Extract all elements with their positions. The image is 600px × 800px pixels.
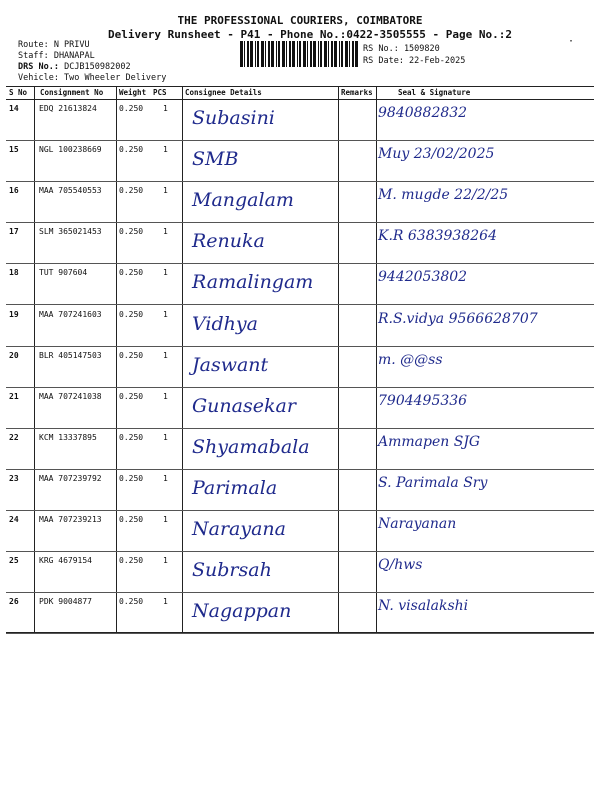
col-weight: Weight: [119, 88, 147, 97]
signature: N. visalakshi: [378, 598, 469, 615]
row-pcs: 1: [163, 473, 168, 483]
consignee-name: Shyamabala: [192, 435, 310, 458]
row-sno: 24: [9, 515, 19, 524]
table-row: [6, 305, 594, 347]
row-sno: 25: [9, 556, 19, 566]
row-consignment: BLR 405147503: [39, 350, 102, 360]
drs-number: [18, 62, 131, 72]
table-row: [6, 181, 594, 223]
col-sno: S No: [9, 88, 28, 97]
consignee-name: Ramalingam: [192, 271, 314, 294]
barcode-bar: [341, 41, 343, 67]
route-text: Route: N PRIVU: [18, 40, 90, 50]
row-pcs: 1: [163, 309, 168, 319]
table-row: [6, 222, 594, 264]
row-pcs: 1: [163, 268, 168, 278]
row-weight: 0.250: [119, 597, 144, 607]
barcode-bar: [247, 41, 249, 67]
signature: Muy 23/02/2025: [378, 146, 495, 163]
consignee-name: Gunasekar: [192, 394, 296, 417]
row-consignment: TUT 907604: [39, 268, 88, 278]
row-consignment: KCM 13337895: [39, 432, 97, 442]
barcode-bar: [313, 41, 316, 67]
signature: 7904495336: [378, 392, 468, 409]
row-sno: 23: [9, 473, 19, 483]
consignee-name: Narayana: [192, 518, 286, 540]
barcode-bar: [250, 41, 253, 67]
col-pcs: PCS: [153, 88, 167, 97]
signature: Ammapen SJG: [378, 433, 481, 450]
signature: M. mugde 22/2/25: [378, 187, 509, 204]
barcode-bar: [345, 41, 348, 67]
barcode-bar: [324, 41, 327, 67]
barcode-bar: [276, 41, 277, 67]
row-pcs: 1: [163, 145, 168, 155]
row-weight: 0.250: [119, 391, 144, 401]
barcode-bar: [320, 41, 322, 67]
signature: K.R 6383938264: [378, 228, 497, 245]
row-weight: 0.250: [119, 473, 144, 483]
row-weight: 0.250: [119, 227, 144, 237]
row-sno: 26: [9, 597, 19, 607]
table-row: [6, 346, 594, 388]
col-consignee: Consignee Details: [185, 88, 262, 97]
table-row: [6, 263, 594, 305]
signature: R.S.vidya 9566628707: [378, 310, 538, 327]
consignee-name: Renuka: [192, 230, 265, 253]
signature: m. @@ss: [378, 351, 443, 368]
row-weight: 0.250: [119, 515, 144, 524]
consignee-name: Vidhya: [192, 312, 258, 335]
consignee-name: Subrsah: [192, 559, 272, 582]
row-pcs: 1: [163, 432, 168, 442]
row-consignment: PDK 9004877: [39, 597, 92, 607]
vehicle-text: Vehicle: Two Wheeler Delivery: [18, 73, 167, 83]
barcode-bar: [286, 41, 287, 67]
row-pcs: 1: [163, 186, 168, 196]
table-row: [6, 592, 594, 634]
barcode-bar: [299, 41, 301, 67]
signature: S. Parimala Sry: [378, 474, 488, 491]
row-weight: 0.250: [119, 186, 144, 196]
row-sno: 15: [9, 145, 19, 155]
row-consignment: MAA 707241038: [39, 391, 102, 401]
row-weight: 0.250: [119, 145, 144, 155]
signature: Narayanan: [378, 516, 457, 532]
barcode-bar: [352, 41, 354, 67]
row-sno: 16: [9, 186, 19, 196]
row-pcs: 1: [163, 227, 168, 237]
col-seal: Seal & Signature: [398, 88, 471, 97]
table-row: [6, 510, 594, 552]
row-pcs: 1: [163, 597, 168, 607]
table-row: [6, 469, 594, 511]
row-sno: 21: [9, 391, 19, 401]
row-consignment: MAA 707239213: [39, 515, 102, 524]
document-subtitle: Delivery Runsheet - P41 - Phone No.:0422-3505555 - Page No.:2: [108, 28, 512, 41]
row-weight: 0.250: [119, 309, 144, 319]
signature: 9442053802: [378, 269, 468, 286]
row-sno: 18: [9, 268, 19, 278]
consignee-name: Parimala: [192, 476, 278, 499]
barcode-bar: [318, 41, 319, 67]
row-weight: 0.250: [119, 350, 144, 360]
barcode-bar: [240, 41, 243, 67]
table-row: [6, 551, 594, 593]
consignee-name: SMB: [192, 148, 239, 171]
row-weight: 0.250: [119, 556, 144, 566]
barcode-bar: [297, 41, 298, 67]
table-row: [6, 99, 594, 141]
runsheet-table: [6, 86, 594, 633]
barcode-bar: [244, 41, 245, 67]
barcode-bar: [307, 41, 308, 67]
row-consignment: MAA 705540553: [39, 186, 102, 196]
consignee-name: Subasini: [192, 107, 275, 129]
barcode: [240, 41, 358, 67]
row-weight: 0.250: [119, 268, 144, 278]
rs-date: RS Date: 22-Feb-2025: [363, 56, 466, 66]
consignee-name: Mangalam: [192, 189, 294, 212]
row-sno: 19: [9, 309, 19, 319]
rs-number: RS No.: 1509820: [363, 44, 440, 54]
barcode-bar: [257, 41, 259, 67]
drs-value: DCJB150982002: [64, 62, 131, 72]
barcode-bar: [255, 41, 256, 67]
consignee-name: Jaswant: [192, 353, 269, 376]
table-row: [6, 428, 594, 470]
row-sno: 17: [9, 227, 19, 237]
signature: Q/hws: [378, 557, 423, 574]
barcode-bar: [261, 41, 264, 67]
row-pcs: 1: [163, 350, 168, 360]
row-consignment: SLM 365021453: [39, 227, 102, 237]
barcode-bar: [339, 41, 340, 67]
row-sno: 14: [9, 104, 19, 113]
document-title: THE PROFESSIONAL COURIERS, COIMBATORE: [177, 14, 423, 27]
barcode-bar: [282, 41, 285, 67]
row-consignment: EDQ 21613824: [39, 104, 97, 113]
row-weight: 0.250: [119, 104, 144, 113]
row-pcs: 1: [163, 104, 168, 113]
barcode-bar: [310, 41, 312, 67]
barcode-bar: [271, 41, 274, 67]
barcode-bar: [349, 41, 350, 67]
row-consignment: KRG 4679154: [39, 556, 92, 566]
row-consignment: NGL 100238669: [39, 145, 102, 155]
barcode-bar: [265, 41, 266, 67]
row-sno: 20: [9, 350, 19, 360]
barcode-bar: [355, 41, 358, 67]
corner-mark: ·: [568, 36, 575, 47]
row-sno: 22: [9, 432, 19, 442]
barcode-bar: [331, 41, 333, 67]
col-consignment: Consignment No: [40, 88, 104, 97]
barcode-bar: [268, 41, 270, 67]
row-consignment: MAA 707241603: [39, 309, 102, 319]
staff-text: Staff: DHANAPAL: [18, 51, 95, 61]
row-weight: 0.250: [119, 432, 144, 442]
barcode-bar: [334, 41, 337, 67]
barcode-bar: [289, 41, 291, 67]
drs-label: DRS No.:: [18, 62, 59, 72]
table-row: [6, 387, 594, 429]
col-remarks: Remarks: [341, 88, 373, 97]
row-pcs: 1: [163, 515, 168, 524]
barcode-bar: [292, 41, 295, 67]
consignee-name: Nagappan: [192, 600, 292, 623]
signature: 9840882832: [378, 105, 468, 121]
table-row: [6, 140, 594, 182]
row-pcs: 1: [163, 391, 168, 401]
row-pcs: 1: [163, 556, 168, 566]
barcode-bar: [303, 41, 306, 67]
barcode-bar: [278, 41, 280, 67]
row-consignment: MAA 707239792: [39, 473, 102, 483]
barcode-bar: [328, 41, 329, 67]
